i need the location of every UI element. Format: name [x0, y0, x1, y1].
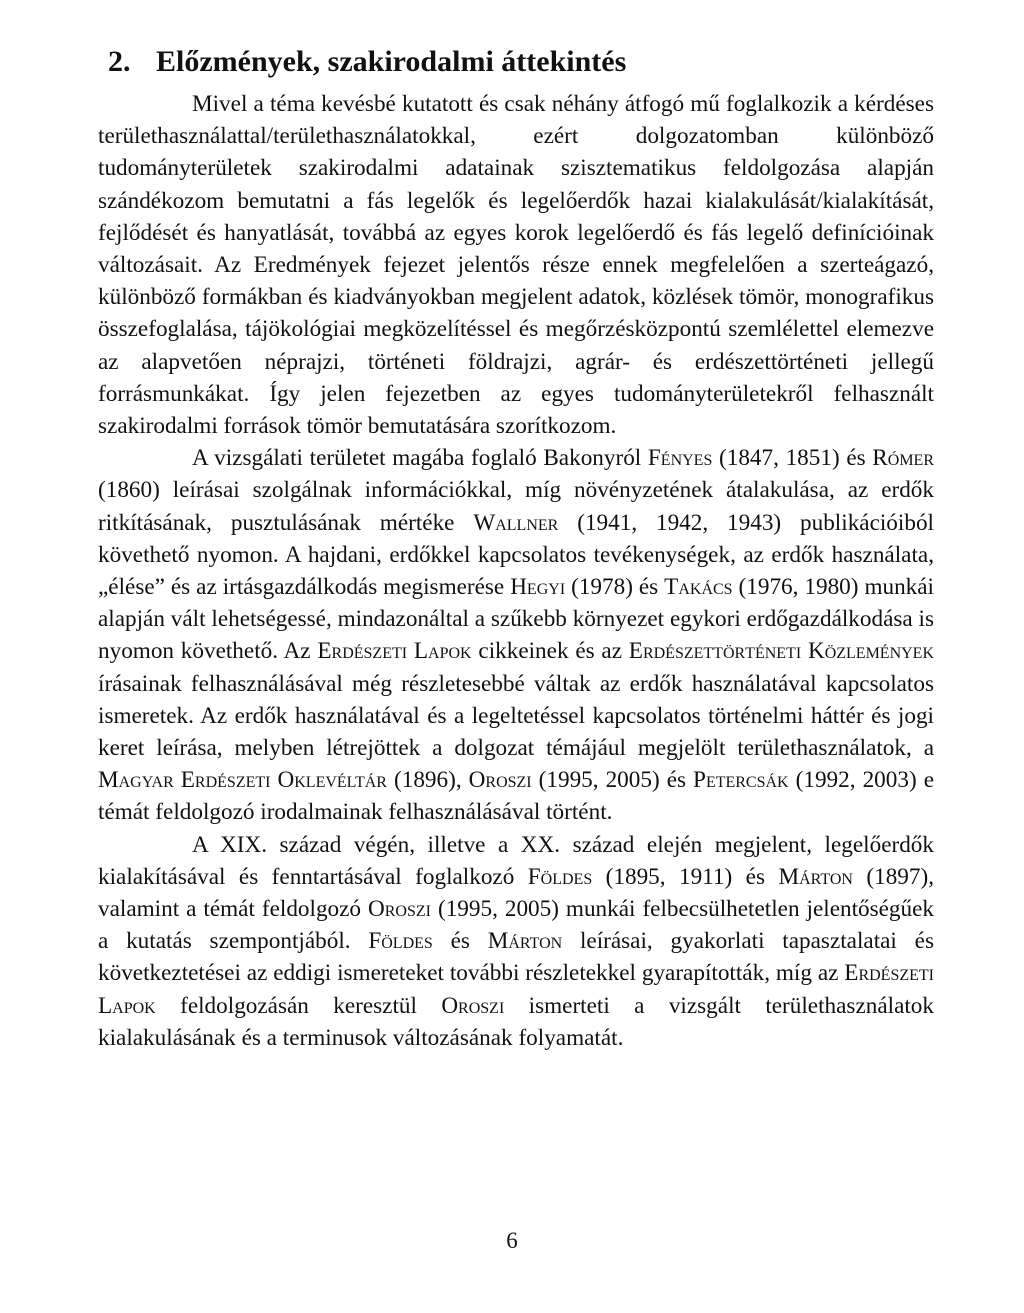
cited-name: Fényes	[647, 445, 713, 472]
cited-name: Földes	[368, 928, 433, 955]
cited-name: Földes	[527, 863, 593, 890]
cited-name: Petercsák	[693, 767, 789, 794]
page-body	[98, 42, 934, 1054]
cited-name: Wallner	[473, 509, 559, 536]
cited-name: Oroszi	[441, 992, 505, 1019]
paragraph-3: A XIX. század végén, illetve a XX. század elején megjelent, legelőerdők kialakításával és fenntartásával foglalkozó Földes (1895, 1911) és Márton (1897), valamint a témát feldolgozó Oroszi (1995, 2005) munkái felbecsülhetetlen jelentőségűek a kutatás szempontjából. Földes és Márton leírásai, gyakorlati tapasztalatai és következtetései az eddigi ismereteket további részletekkel gyarapították, míg az Erdészeti Lapok feldolgozásán keresztül Oroszi ismerteti a vizsgált területhasználatok kialakulásának és a terminusok változásának folyamatát.	[98, 831, 935, 1051]
cited-name: Oroszi	[368, 896, 431, 923]
cited-name: Erdészeti Lapok	[98, 960, 934, 1019]
cited-name: Erdészeti Lapok	[317, 638, 472, 665]
section-number: 2.	[108, 45, 131, 78]
cited-name: Takács	[664, 574, 733, 601]
cited-name: Erdészettörténeti Közlemények	[628, 638, 935, 665]
cited-name: Hegyi	[510, 574, 566, 601]
cited-name: Rómer	[872, 445, 934, 472]
cited-name: Márton	[487, 928, 563, 955]
section-heading	[98, 42, 934, 82]
paragraph-1: Mivel a téma kevésbé kutatott és csak néhány átfogó mű foglalkozik a kérdéses területhasználattal/területhasználatokkal, ezért dolgozatomban különböző tudományterületek szakirodalmi adatainak szisztematikus feldolgozása alapján szándékozom bemutatni a fás legelők és legelőerdők hazai kialakulását/kialakítását, fejlődését és hanyatlását, továbbá az egyes korok legelőerdő és fás legelő definícióinak változásait. Az Eredmények fejezet jelentős része ennek megfelelően a szerteágazó, különböző formákban és kiadványokban megjelent adatok, közlések tömör, monografikus összefoglalása, tájökológiai megközelítéssel és megőrzésközpontú szemlélettel elemezve az alapvetően néprajzi, történeti földrajzi, agrár- és erdészettörténeti jellegű forrásmunkákat. Így jelen fejezetben az egyes tudományterületekről felhasznált szakirodalmi források tömör bemutatására szorítkozom.	[98, 91, 934, 440]
cited-name: Márton	[778, 863, 853, 890]
cited-name: Magyar Erdészeti Oklevéltár	[98, 767, 387, 794]
paragraph-2: A vizsgálati területet magába foglaló Bakonyról Fényes (1847, 1851) és Rómer (1860) leírásai szolgálnak információkkal, míg növényzetének átalakulása, az erdők ritkításának, pusztulásának mértéke Wallner (1941, 1942, 1943) publikációiból követhető nyomon. A hajdani, erdőkkel kapcsolatos tevékenységek, az erdők használata, „élése” és az irtásgazdálkodás megismerése Hegyi (1978) és Takács (1976, 1980) munkái alapján vált lehetségessé, mindazonáltal a szűkebb környezet egykori erdőgazdálkodása is nyomon követhető. Az Erdészeti Lapok cikkeinek és az Erdészettörténeti Közlemények írásainak felhasználásával még részletesebbé váltak az erdők használatával kapcsolatos ismeretek. Az erdők használatával és a legeltetéssel kapcsolatos történelmi háttér és jogi keret leírása, melyben létrejöttek a dolgozat témájául megjelölt területhasználatok, a Magyar Erdészeti Oklevéltár (1896), Oroszi (1995, 2005) és Petercsák (1992, 2003) e témát feldolgozó irodalmainak felhasználásával történt.	[98, 445, 935, 826]
page-number: 6	[506, 1228, 518, 1253]
section-title: Előzmények, szakirodalmi áttekintés	[156, 45, 627, 78]
cited-name: Oroszi	[468, 767, 532, 794]
